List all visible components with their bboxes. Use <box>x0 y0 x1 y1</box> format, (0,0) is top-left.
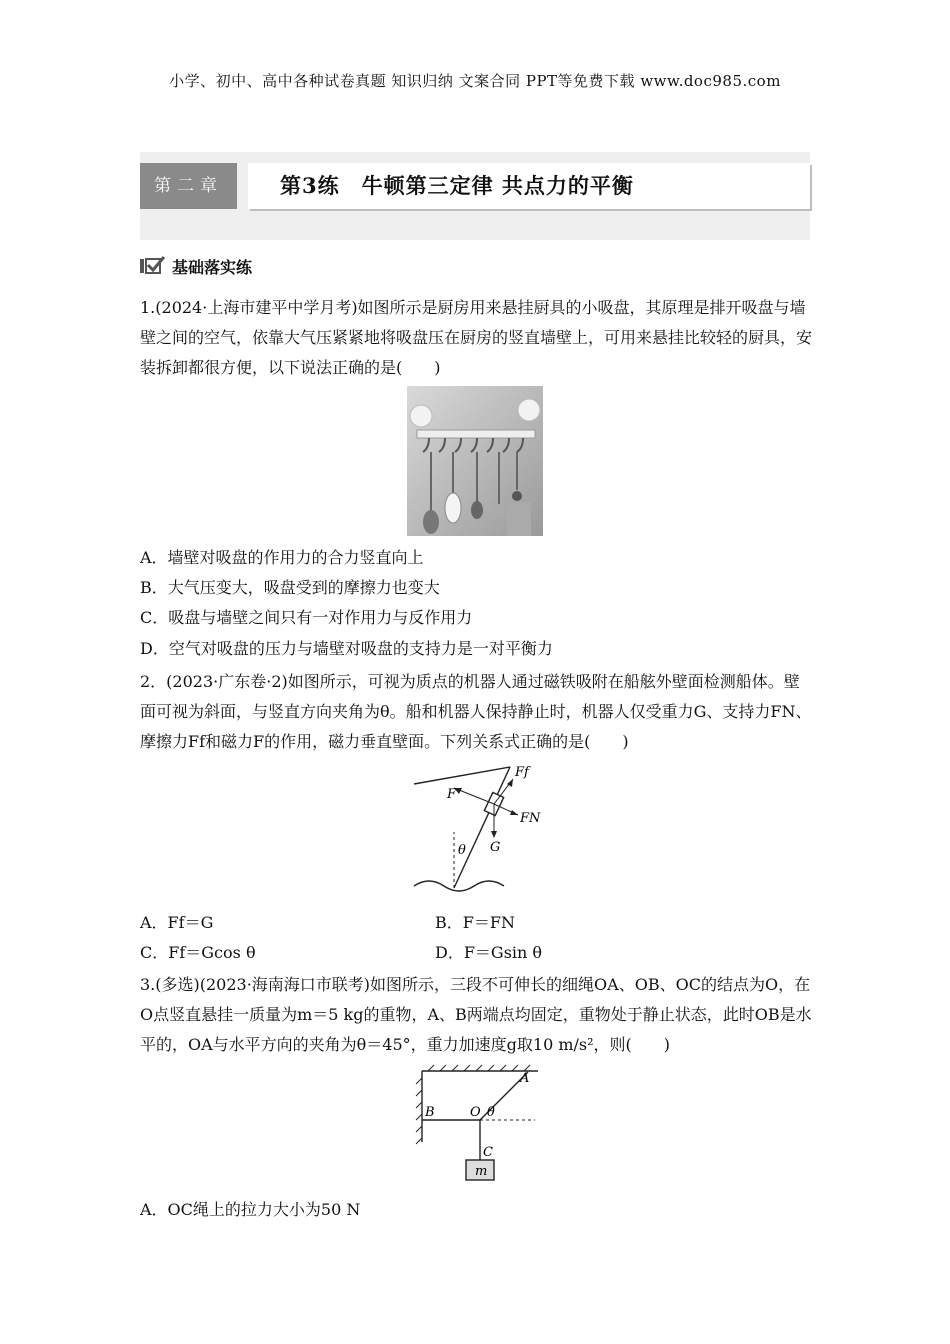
q2-option-b: B．F＝FN <box>435 913 515 932</box>
kitchen-hook-photo <box>407 386 543 536</box>
q3-label-a: A <box>520 1071 530 1086</box>
q2-label-fn: FN <box>520 811 541 826</box>
chapter-label: 第二章 <box>140 163 237 209</box>
q3-rope-diagram <box>410 1064 542 1188</box>
site-header-line: 小学、初中、高中各种试卷真题 知识归纳 文案合同 PPT等免费下载 www.doc985.com <box>169 72 781 90</box>
q1-option-d: D．空气对吸盘的压力与墙壁对吸盘的支持力是一对平衡力 <box>140 639 553 658</box>
q2-stem: 2．(2023·广东卷·2)如图所示，可视为质点的机器人通过磁铁吸附在船舷外壁面检测船体。壁面可视为斜面，与竖直方向夹角为θ。船和机器人保持静止时，机器人仅受重力G、支持力FN、摩擦力Ff和磁力F的作用，磁力垂直壁面。下列关系式正确的是( ) <box>140 672 812 751</box>
q3-label-o: O <box>470 1105 481 1120</box>
q3-label-c: C <box>483 1145 493 1160</box>
q3-option-a: A．OC绳上的拉力大小为50 N <box>140 1200 361 1219</box>
q1-option-c: C．吸盘与墙壁之间只有一对作用力与反作用力 <box>140 608 473 627</box>
q2-option-c: C．Ff＝Gcos θ <box>140 943 256 962</box>
section-label: 基础落实练 <box>172 258 253 277</box>
q1-option-a: A．墙壁对吸盘的作用力的合力竖直向上 <box>140 548 424 567</box>
q3-label-m: m <box>475 1164 488 1179</box>
q3-stem: 3.(多选)(2023·海南海口市联考)如图所示，三段不可伸长的细绳OA、OB、OC的结点为O，在O点竖直悬挂一质量为m＝5 kg的重物，A、B两端点均固定，重物处于静止状态，此时OB是水平的，OA与水平方向的夹角为θ＝45°，重力加速度g取10 m/s²，则( ) <box>140 975 812 1054</box>
q3-label-b: B <box>425 1105 435 1120</box>
q2-label-theta: θ <box>458 843 466 858</box>
q1-option-b: B．大气压变大，吸盘受到的摩擦力也变大 <box>140 578 440 597</box>
q2-option-d: D．F＝Gsin θ <box>435 943 543 962</box>
q1-stem: 1.(2024·上海市建平中学月考)如图所示是厨房用来悬挂厨具的小吸盘，其原理是排开吸盘与墙壁之间的空气，依靠大气压紧紧地将吸盘压在厨房的竖直墙壁上，可用来悬挂比较轻的厨具，安装拆卸都很方便，以下说法正确的是( ) <box>140 298 813 377</box>
q2-option-a: A．Ff＝G <box>140 913 214 932</box>
q2-force-diagram <box>412 762 562 897</box>
checkbox-icon <box>140 255 166 277</box>
q3-label-theta: θ <box>487 1105 495 1120</box>
q2-label-g: G <box>490 840 501 855</box>
page-title: 第3练 牛顿第三定律 共点力的平衡 <box>280 173 634 198</box>
q2-label-ff: Ff <box>515 765 529 780</box>
q2-label-f: F <box>447 787 457 802</box>
